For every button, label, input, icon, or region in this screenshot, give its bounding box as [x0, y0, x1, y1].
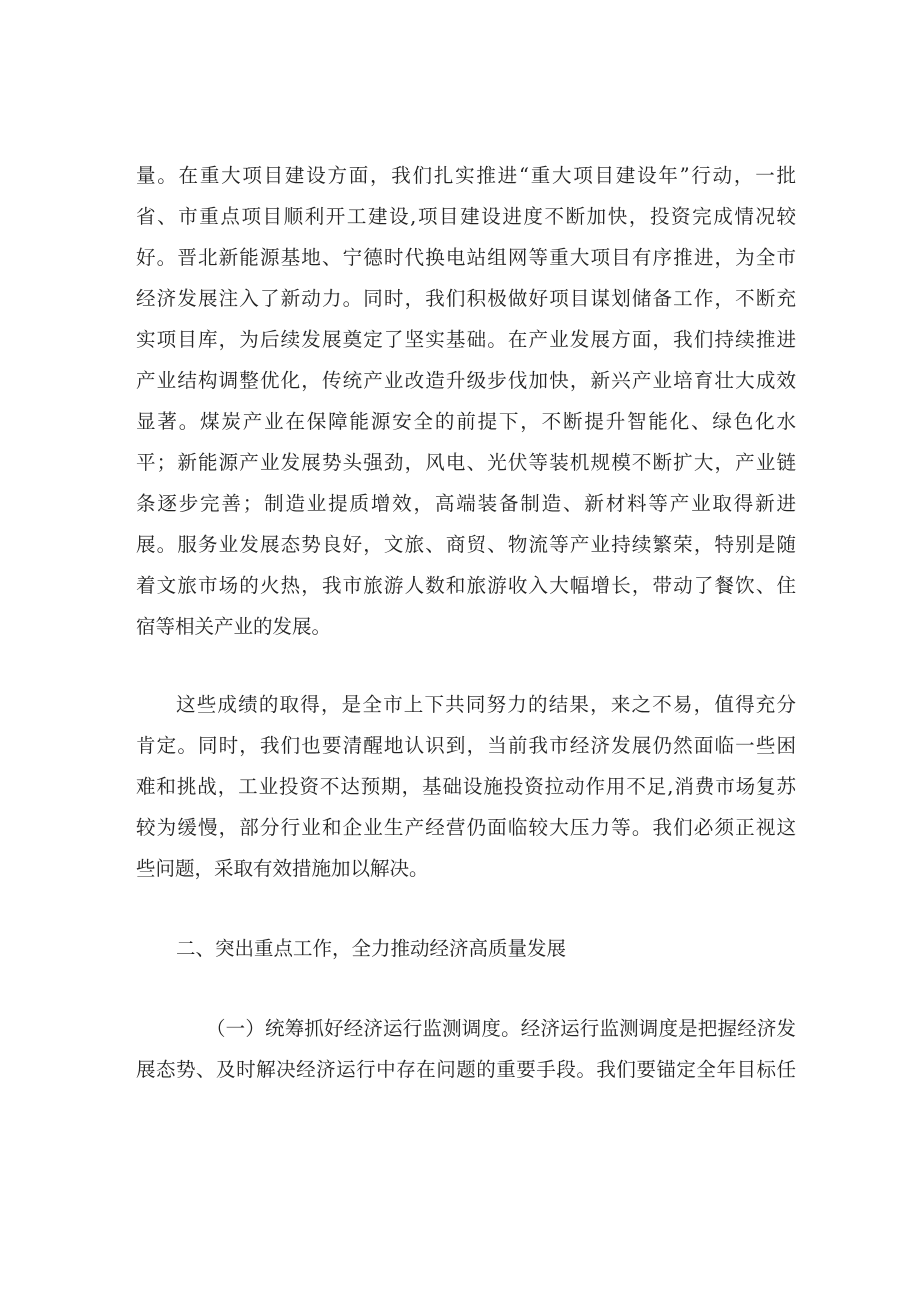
- text-line: （一）统筹抓好经济运行监测调度。经济运行监测调度是把握经济发: [206, 1017, 796, 1040]
- text-line: 着文旅市场的火热，我市旅游人数和旅游收入大幅增长，带动了餐饮、住: [136, 574, 796, 597]
- text-line: 实项目库，为后续发展奠定了坚实基础。在产业发展方面，我们持续推进: [136, 328, 796, 351]
- text-line: 这些成绩的取得，是全市上下共同努力的结果，来之不易，值得充分: [176, 693, 796, 716]
- text-line: 产业结构调整优化，传统产业改造升级步伐加快，新兴产业培育壮大成效: [136, 369, 796, 392]
- text-line: 好。晋北新能源基地、宁德时代换电站组网等重大项目有序推进，为全市: [136, 246, 796, 269]
- text-line: 难和挑战，工业投资不达预期，基础设施投资拉动作用不足,消费市场复苏: [136, 775, 796, 798]
- text-line: 省、市重点项目顺利开工建设,项目建设进度不断加快，投资完成情况较: [136, 205, 796, 228]
- text-line: 宿等相关产业的发展。: [136, 615, 332, 638]
- text-line: 显著。煤炭产业在保障能源安全的前提下，不断提升智能化、绿色化水: [136, 410, 796, 433]
- text-line: 较为缓慢，部分行业和企业生产经营仍面临较大压力等。我们必须正视这: [136, 816, 796, 839]
- text-line: 量。在重大项目建设方面，我们扎实推进“重大项目建设年”行动，一批: [136, 164, 796, 187]
- text-line: 条逐步完善；制造业提质增效，高端装备制造、新材料等产业取得新进: [136, 492, 796, 515]
- text-line: 些问题，采取有效措施加以解决。: [136, 857, 429, 880]
- section-heading: 二、突出重点工作，全力推动经济高质量发展: [176, 937, 567, 960]
- text-line: 展态势、及时解决经济运行中存在问题的重要手段。我们要锚定全年目标任: [136, 1058, 796, 1081]
- text-line: 经济发展注入了新动力。同时，我们积极做好项目谋划储备工作，不断充: [136, 287, 796, 310]
- text-line: 平；新能源产业发展势头强劲，风电、光伏等装机规模不断扩大，产业链: [136, 451, 796, 474]
- text-line: 肯定。同时，我们也要清醒地认识到，当前我市经济发展仍然面临一些困: [136, 734, 796, 757]
- text-line: 展。服务业发展态势良好，文旅、商贸、物流等产业持续繁荣，特别是随: [136, 533, 796, 556]
